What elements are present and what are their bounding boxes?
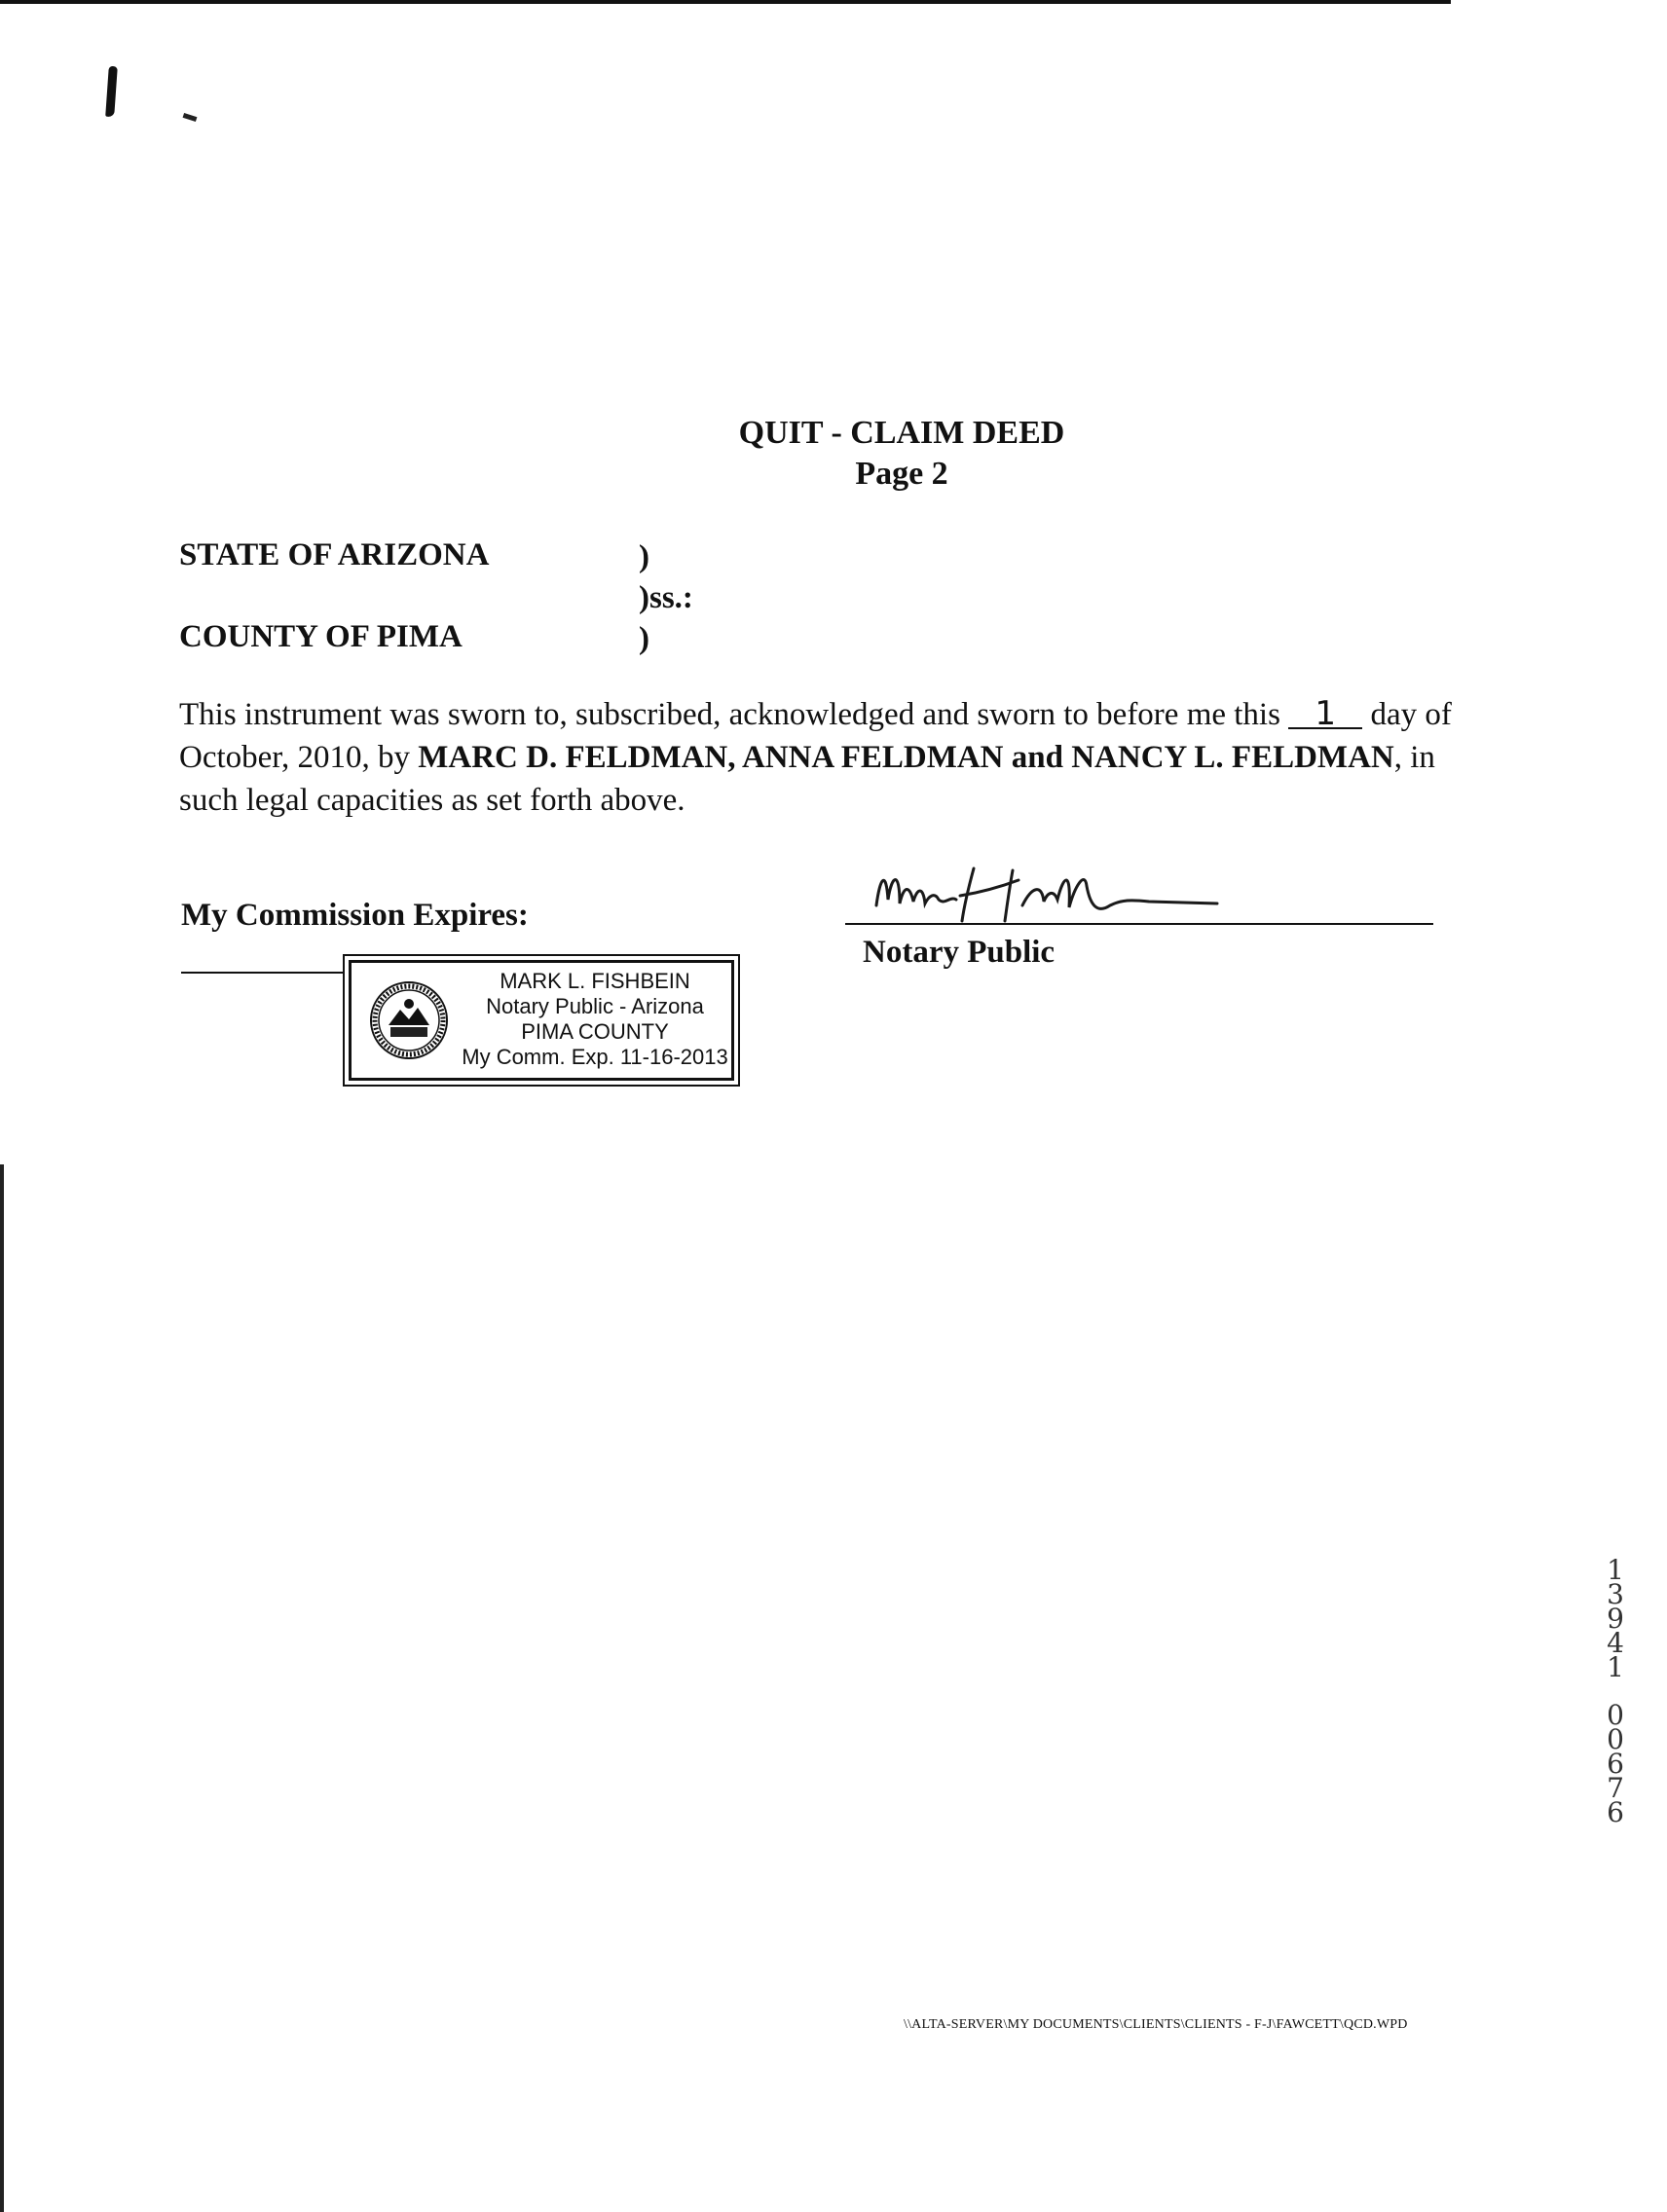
scan-border-top xyxy=(0,0,1451,4)
grantor-names: MARC D. FELDMAN, ANNA FELDMAN and NANCY L. FELDMAN xyxy=(418,740,1394,775)
scan-mark xyxy=(105,66,118,118)
notary-stamp xyxy=(349,960,734,1081)
batch-digit: 7 xyxy=(1607,1772,1624,1804)
acknowledgment-paragraph xyxy=(179,693,1464,822)
batch-digit: 1 xyxy=(1607,1651,1624,1683)
commission-line xyxy=(181,972,347,974)
stamp-notary-name: MARK L. FISHBEIN xyxy=(500,969,690,993)
stamp-expiry: My Comm. Exp. 11-16-2013 xyxy=(462,1045,728,1069)
arizona-state-seal-icon xyxy=(369,980,449,1060)
batch-number-vertical xyxy=(1602,1554,1629,1828)
scan-mark xyxy=(183,113,198,122)
stamp-county: PIMA COUNTY xyxy=(521,1019,669,1044)
batch-digit: 6 xyxy=(1607,1748,1624,1780)
batch-digit: 0 xyxy=(1607,1723,1624,1755)
commission-label: My Commission Expires: xyxy=(181,898,529,933)
batch-digit: 1 xyxy=(1607,1554,1624,1586)
scan-border-left xyxy=(0,1164,4,2212)
ack-line2-pre: October, 2010, by xyxy=(179,740,410,775)
ack-line1-post: day of xyxy=(1370,697,1452,732)
stamp-notary-title: Notary Public - Arizona xyxy=(486,994,704,1018)
day-blank: 1 xyxy=(1288,700,1362,729)
venue-ss: )ss.: xyxy=(639,580,693,615)
venue-paren-top: ) xyxy=(639,539,649,574)
page-label: Page 2 xyxy=(855,456,948,492)
venue-state: STATE OF ARIZONA xyxy=(179,537,490,572)
batch-digit: 6 xyxy=(1607,1796,1624,1828)
signature-line xyxy=(845,923,1433,925)
venue-paren-bottom: ) xyxy=(639,621,649,656)
ack-line1-pre: This instrument was sworn to, subscribed, acknowledged and sworn to before me this xyxy=(179,697,1280,732)
batch-digit: 0 xyxy=(1607,1699,1624,1731)
file-path-footer: \\ALTA-SERVER\MY DOCUMENTS\CLIENTS\CLIENTS - F-J\FAWCETT\QCD.WPD xyxy=(904,2017,1408,2032)
stamp-text-block xyxy=(459,969,731,1070)
document-title: QUIT - CLAIM DEED xyxy=(738,415,1065,451)
notary-public-label: Notary Public xyxy=(863,935,1056,970)
ack-line3: such legal capacities as set forth above. xyxy=(179,783,685,818)
batch-digit: 9 xyxy=(1607,1603,1624,1635)
batch-digit: 3 xyxy=(1607,1578,1624,1610)
venue-county: COUNTY OF PIMA xyxy=(179,619,463,654)
batch-digit: 4 xyxy=(1607,1627,1624,1659)
notary-signature xyxy=(867,857,1237,931)
ack-line2-post: , in xyxy=(1393,740,1435,775)
